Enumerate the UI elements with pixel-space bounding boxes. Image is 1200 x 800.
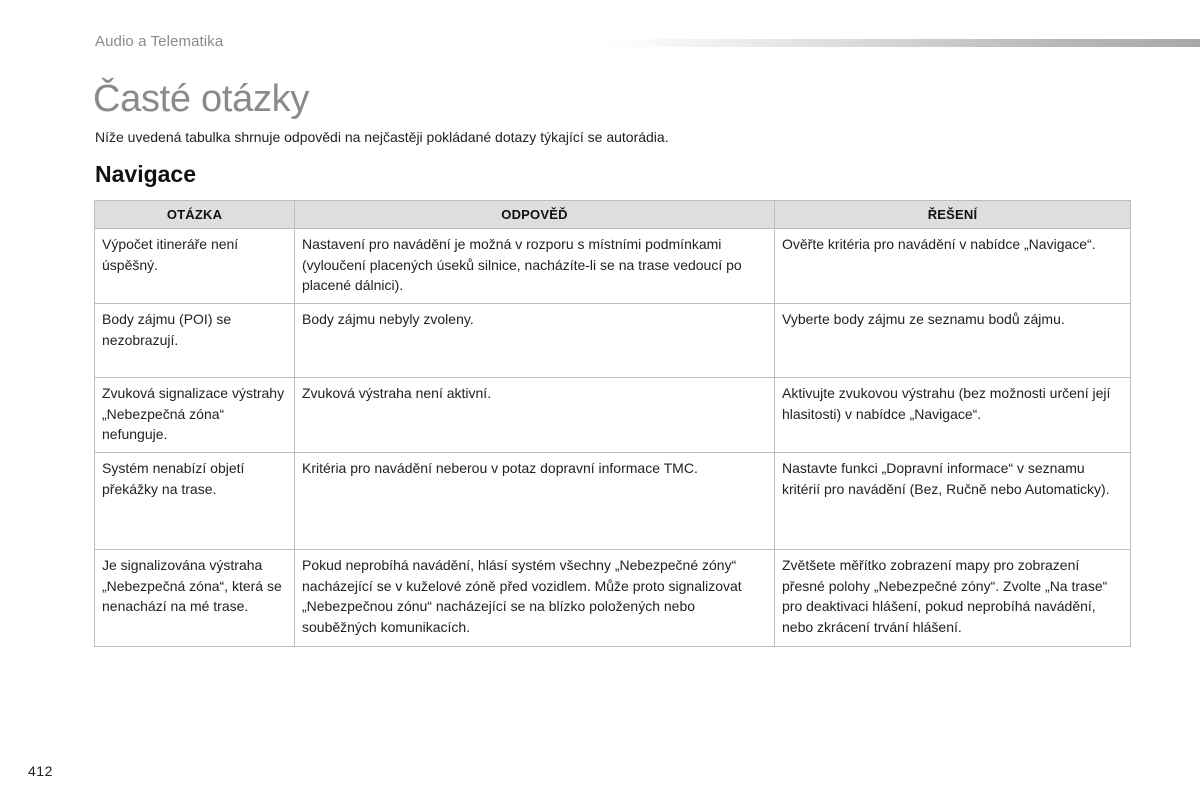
subsection-title: Navigace [95, 161, 197, 187]
solution-cell: Vyberte body zájmu ze seznamu bodů zájmu. [775, 304, 1131, 378]
page-number: 412 [28, 763, 53, 779]
solution-cell: Aktivujte zvukovou výstrahu (bez možnosti určení její hlasitosti) v nabídce „Navigace“. [775, 378, 1131, 453]
column-header-answer: ODPOVĚĎ [295, 201, 775, 229]
table-row [95, 304, 1131, 378]
table-header-row [95, 201, 1131, 229]
page-title: Časté otázky [93, 78, 310, 120]
table-row [95, 453, 1131, 550]
answer-cell: Pokud neprobíhá navádění, hlásí systém všechny „Nebezpečné zóny“ nacházející se v kuželové zóně před vozidlem. Může proto signalizovat „Nebezpečnou zónu“ nacházející se na blízko položených nebo souběžných komunikacích. [295, 550, 775, 647]
answer-cell: Kritéria pro navádění neberou v potaz dopravní informace TMC. [295, 453, 775, 550]
faq-table [94, 200, 1131, 647]
answer-cell: Nastavení pro navádění je možná v rozporu s místními podmínkami (vyloučení placených úseků silnice, nacházíte-li se na trase vedoucí po placené dálnici). [295, 229, 775, 304]
column-header-solution: ŘEŠENÍ [775, 201, 1131, 229]
table-row [95, 378, 1131, 453]
question-cell: Body zájmu (POI) se nezobrazují. [95, 304, 295, 378]
answer-cell: Zvuková výstraha není aktivní. [295, 378, 775, 453]
table-row [95, 550, 1131, 647]
question-cell: Výpočet itineráře není úspěšný. [95, 229, 295, 304]
solution-cell: Ověřte kritéria pro navádění v nabídce „Navigace“. [775, 229, 1131, 304]
table-row [95, 229, 1131, 304]
answer-cell: Body zájmu nebyly zvoleny. [295, 304, 775, 378]
section-header: Audio a Telematika [95, 33, 224, 50]
solution-cell: Nastavte funkci „Dopravní informace“ v seznamu kritérií pro navádění (Bez, Ručně nebo Automaticky). [775, 453, 1131, 550]
question-cell: Systém nenabízí objetí překážky na trase. [95, 453, 295, 550]
column-header-question: OTÁZKA [95, 201, 295, 229]
solution-cell: Zvětšete měřítko zobrazení mapy pro zobrazení přesné polohy „Nebezpečné zóny“. Zvolte „Na trase“ pro deaktivaci hlášení, pokud neprobíhá navádění, nebo zkrácení trvání hlášení. [775, 550, 1131, 647]
question-cell: Je signalizována výstraha „Nebezpečná zóna“, která se nenachází na mé trase. [95, 550, 295, 647]
question-cell: Zvuková signalizace výstrahy „Nebezpečná zóna“ nefunguje. [95, 378, 295, 453]
intro-text: Níže uvedená tabulka shrnuje odpovědi na nejčastěji pokládané dotazy týkající se autorádia. [95, 129, 669, 145]
header-gradient-bar [605, 39, 1200, 47]
